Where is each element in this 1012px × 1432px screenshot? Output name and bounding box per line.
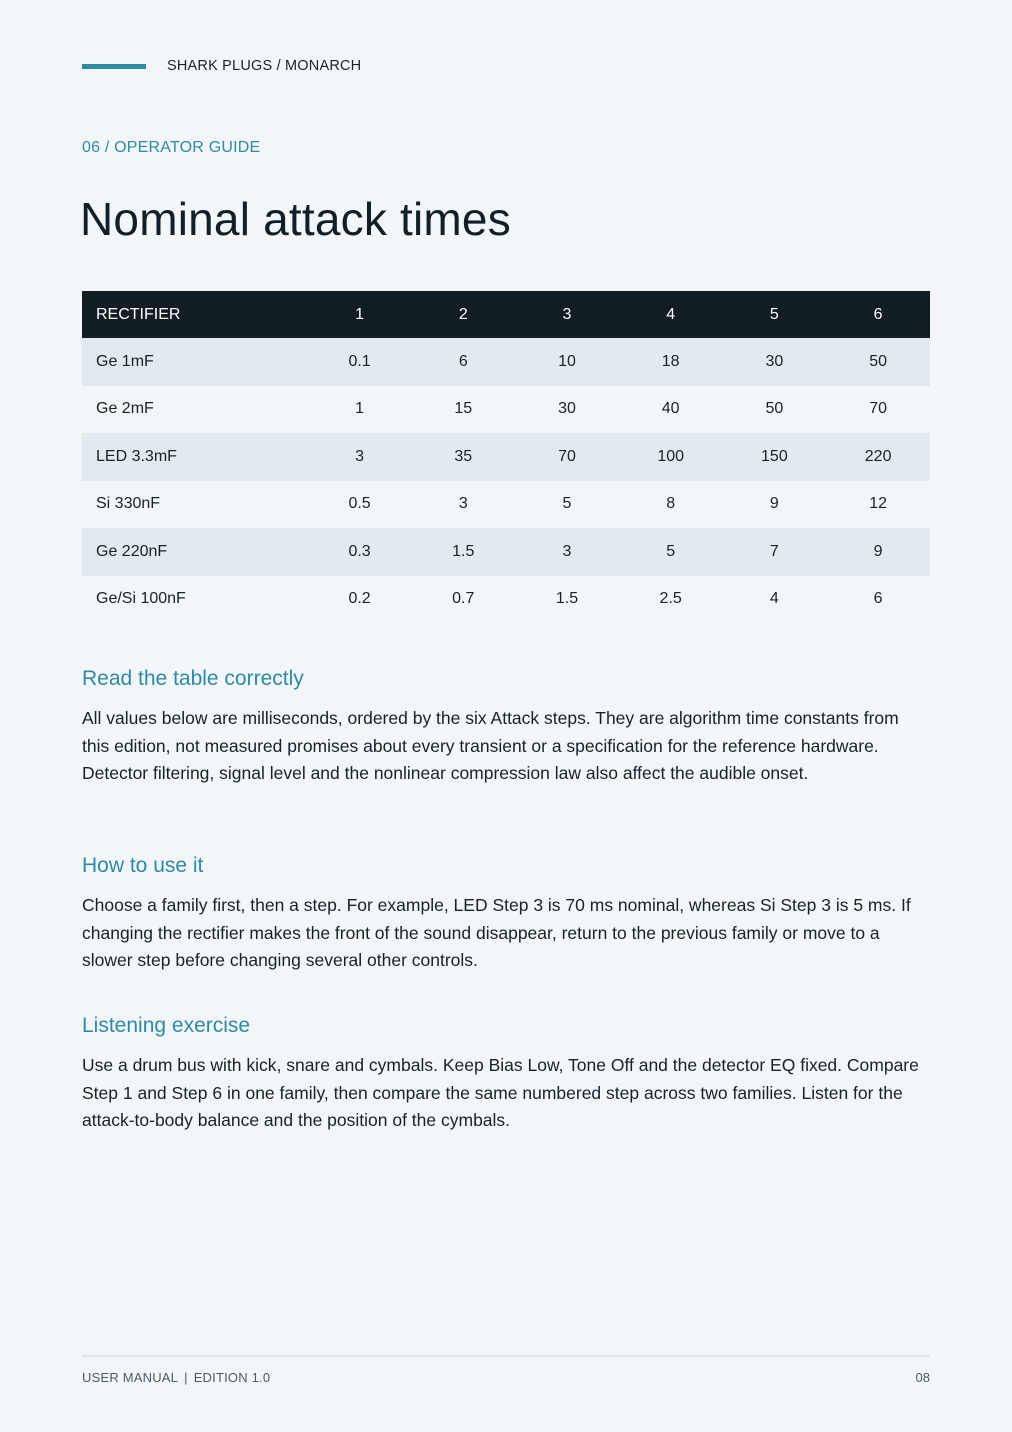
table-cell: 1.5 — [515, 576, 619, 624]
table-cell: 3 — [308, 433, 412, 481]
table-cell: 30 — [723, 338, 827, 386]
section-listening-exercise — [82, 1014, 930, 1135]
table-cell: Ge 220nF — [82, 528, 308, 576]
table-cell: 18 — [619, 338, 723, 386]
table-cell: 6 — [826, 576, 930, 624]
table-cell: 7 — [723, 528, 827, 576]
column-header: 1 — [308, 291, 412, 338]
table-cell: 0.5 — [308, 481, 412, 529]
column-header: 6 — [826, 291, 930, 338]
table-cell: 50 — [723, 386, 827, 434]
footer-separator: | — [184, 1370, 188, 1385]
table-cell: 3 — [411, 481, 515, 529]
table-cell: 15 — [411, 386, 515, 434]
table-row — [82, 433, 930, 481]
table-row — [82, 576, 930, 624]
attack-times-table — [82, 291, 930, 623]
table-cell: 10 — [515, 338, 619, 386]
table-cell: 8 — [619, 481, 723, 529]
table-cell: Si 330nF — [82, 481, 308, 529]
table-cell: 220 — [826, 433, 930, 481]
section-heading: Listening exercise — [82, 1014, 251, 1037]
table-row — [82, 386, 930, 434]
table-cell: 100 — [619, 433, 723, 481]
column-header: 2 — [411, 291, 515, 338]
page-title: Nominal attack times — [80, 193, 511, 245]
footer-label — [82, 1370, 270, 1385]
table-cell: LED 3.3mF — [82, 433, 308, 481]
table-row — [82, 338, 930, 386]
header-accent-bar — [82, 64, 146, 69]
section-how-to-use — [82, 854, 930, 975]
table-cell: 1.5 — [411, 528, 515, 576]
section-kicker: 06 / OPERATOR GUIDE — [82, 139, 261, 156]
table-cell: 2.5 — [619, 576, 723, 624]
table-cell: 6 — [411, 338, 515, 386]
table-cell: 12 — [826, 481, 930, 529]
table-cell: 40 — [619, 386, 723, 434]
section-body: All values below are milliseconds, ordered by the six Attack steps. They are algorithm time constants from this edition, not measured promises about every transient or a specification for the reference hardware. Detector filtering, signal level and the nonlinear compression law also affect the audible onset. — [82, 708, 899, 784]
section-read-table — [82, 667, 930, 788]
table-cell: 70 — [515, 433, 619, 481]
table-cell: 9 — [826, 528, 930, 576]
table-cell: 30 — [515, 386, 619, 434]
footer-manual-label: USER MANUAL — [82, 1370, 179, 1385]
table-cell: 70 — [826, 386, 930, 434]
table-cell: 0.7 — [411, 576, 515, 624]
table-cell: 3 — [515, 528, 619, 576]
table-cell: 0.3 — [308, 528, 412, 576]
table-cell: 5 — [619, 528, 723, 576]
table-cell: 0.1 — [308, 338, 412, 386]
table-row — [82, 528, 930, 576]
column-header: 4 — [619, 291, 723, 338]
table-cell: Ge 1mF — [82, 338, 308, 386]
section-body: Choose a family first, then a step. For example, LED Step 3 is 70 ms nominal, whereas Si Step 3 is 5 ms. If changing the rectifier makes the front of the sound disappear, return to the previous family or move to a slower step before changing several other controls. — [82, 895, 911, 971]
column-header: 5 — [723, 291, 827, 338]
table-cell: 9 — [723, 481, 827, 529]
table-cell: 50 — [826, 338, 930, 386]
table-cell: Ge 2mF — [82, 386, 308, 434]
table-cell: 150 — [723, 433, 827, 481]
column-header: 3 — [515, 291, 619, 338]
table-row — [82, 481, 930, 529]
manual-page — [82, 0, 930, 1432]
table-cell: 35 — [411, 433, 515, 481]
page-number: 08 — [915, 1370, 930, 1385]
table-header-row — [82, 291, 930, 338]
table-cell: 0.2 — [308, 576, 412, 624]
column-header: RECTIFIER — [82, 291, 308, 338]
section-heading: How to use it — [82, 854, 204, 877]
table-cell: 1 — [308, 386, 412, 434]
table-cell: Ge/Si 100nF — [82, 576, 308, 624]
footer-edition-label: EDITION 1.0 — [193, 1370, 271, 1385]
running-header — [82, 58, 361, 74]
section-body: Use a drum bus with kick, snare and cymbals. Keep Bias Low, Tone Off and the detector EQ fixed. Compare Step 1 and Step 6 in one family, then compare the same numbered step across two families. Listen for the attack-to-body balance and the position of the cymbals. — [82, 1055, 919, 1131]
table-cell: 4 — [723, 576, 827, 624]
header-brand: SHARK PLUGS / MONARCH — [167, 58, 362, 74]
section-heading: Read the table correctly — [82, 667, 304, 690]
table-cell: 5 — [515, 481, 619, 529]
footer-divider — [82, 1355, 930, 1357]
